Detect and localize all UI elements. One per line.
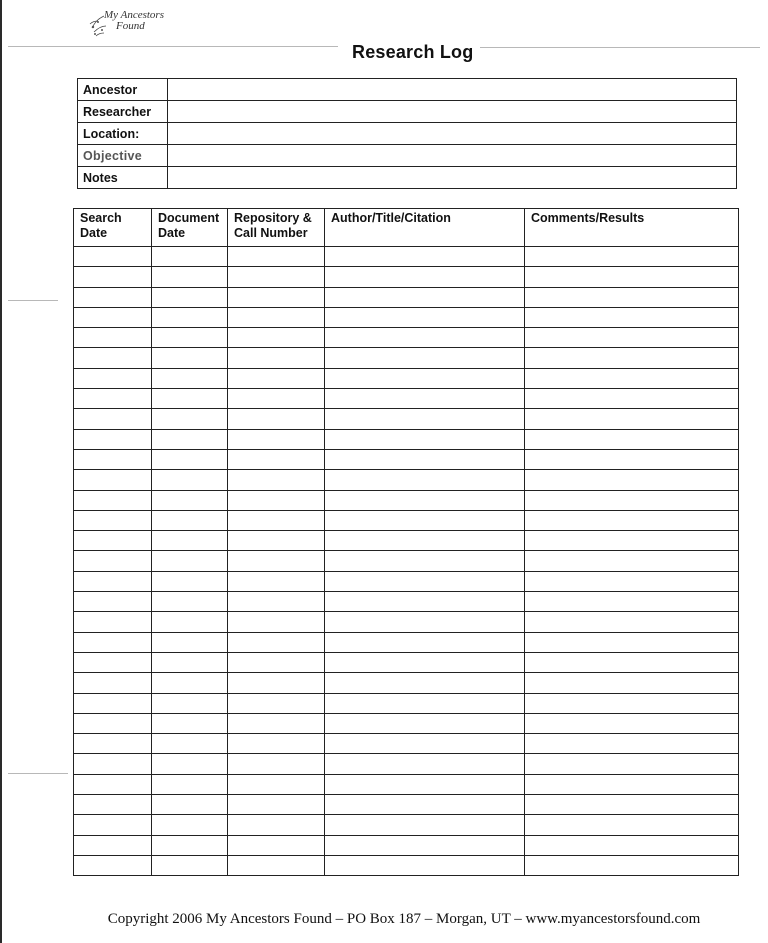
table-cell[interactable] xyxy=(325,429,525,449)
table-cell[interactable] xyxy=(152,328,228,348)
table-cell[interactable] xyxy=(228,328,325,348)
table-cell[interactable] xyxy=(74,287,152,307)
table-cell[interactable] xyxy=(525,348,739,368)
table-cell[interactable] xyxy=(152,389,228,409)
notes-field[interactable] xyxy=(168,167,737,189)
table-cell[interactable] xyxy=(74,754,152,774)
table-cell[interactable] xyxy=(152,855,228,875)
table-row xyxy=(74,673,739,693)
table-cell[interactable] xyxy=(325,754,525,774)
table-row xyxy=(74,510,739,530)
table-row xyxy=(74,713,739,733)
table-row xyxy=(74,470,739,490)
table-cell[interactable] xyxy=(228,734,325,754)
table-cell[interactable] xyxy=(325,389,525,409)
info-row-ancestor xyxy=(78,79,737,101)
table-cell[interactable] xyxy=(325,551,525,571)
table-cell[interactable] xyxy=(152,490,228,510)
table-cell[interactable] xyxy=(228,855,325,875)
table-cell[interactable] xyxy=(525,571,739,591)
table-row xyxy=(74,449,739,469)
table-cell[interactable] xyxy=(152,551,228,571)
table-cell[interactable] xyxy=(525,449,739,469)
table-cell[interactable] xyxy=(525,612,739,632)
table-row xyxy=(74,855,739,875)
table-cell[interactable] xyxy=(74,389,152,409)
table-cell[interactable] xyxy=(74,510,152,530)
location-field[interactable] xyxy=(168,123,737,145)
table-cell[interactable] xyxy=(525,835,739,855)
table-cell[interactable] xyxy=(228,551,325,571)
table-cell[interactable] xyxy=(325,287,525,307)
table-row xyxy=(74,754,739,774)
table-row xyxy=(74,247,739,267)
table-cell[interactable] xyxy=(525,307,739,327)
table-row xyxy=(74,551,739,571)
table-row xyxy=(74,267,739,287)
table-cell[interactable] xyxy=(152,449,228,469)
table-cell[interactable] xyxy=(325,307,525,327)
table-cell[interactable] xyxy=(74,490,152,510)
table-cell[interactable] xyxy=(525,592,739,612)
table-row xyxy=(74,368,739,388)
table-cell[interactable] xyxy=(525,815,739,835)
table-row xyxy=(74,571,739,591)
table-row xyxy=(74,835,739,855)
header-document-date: Document Date xyxy=(152,209,228,247)
table-cell[interactable] xyxy=(74,713,152,733)
table-row xyxy=(74,307,739,327)
table-cell[interactable] xyxy=(325,612,525,632)
table-row xyxy=(74,409,739,429)
table-cell[interactable] xyxy=(74,551,152,571)
header-repository: Repository & Call Number xyxy=(228,209,325,247)
table-cell[interactable] xyxy=(74,307,152,327)
table-cell[interactable] xyxy=(152,612,228,632)
table-cell[interactable] xyxy=(228,531,325,551)
table-cell[interactable] xyxy=(525,287,739,307)
table-cell[interactable] xyxy=(152,429,228,449)
table-cell[interactable] xyxy=(228,389,325,409)
table-cell[interactable] xyxy=(325,531,525,551)
page-title: Research Log xyxy=(352,42,474,62)
table-row xyxy=(74,734,739,754)
table-cell[interactable] xyxy=(74,531,152,551)
table-cell[interactable] xyxy=(152,267,228,287)
table-cell[interactable] xyxy=(325,673,525,693)
logo-wordmark xyxy=(104,10,164,32)
table-cell[interactable] xyxy=(325,855,525,875)
log-header-row xyxy=(74,209,739,247)
table-cell[interactable] xyxy=(152,571,228,591)
table-cell[interactable] xyxy=(152,409,228,429)
table-cell[interactable] xyxy=(325,592,525,612)
header-citation: Author/Title/Citation xyxy=(325,209,525,247)
table-cell[interactable] xyxy=(525,247,739,267)
table-cell[interactable] xyxy=(74,429,152,449)
table-row xyxy=(74,693,739,713)
table-cell[interactable] xyxy=(525,551,739,571)
table-cell[interactable] xyxy=(74,693,152,713)
table-cell[interactable] xyxy=(228,835,325,855)
table-cell[interactable] xyxy=(74,470,152,490)
table-row xyxy=(74,348,739,368)
table-cell[interactable] xyxy=(152,754,228,774)
table-cell[interactable] xyxy=(228,449,325,469)
header-comments: Comments/Results xyxy=(525,209,739,247)
table-cell[interactable] xyxy=(325,490,525,510)
table-cell[interactable] xyxy=(228,368,325,388)
table-row xyxy=(74,815,739,835)
table-cell[interactable] xyxy=(325,632,525,652)
table-row xyxy=(74,328,739,348)
scan-artifact-line xyxy=(8,773,68,774)
table-cell[interactable] xyxy=(525,754,739,774)
logo-line-1: My Ancestors xyxy=(104,9,164,21)
table-cell[interactable] xyxy=(325,267,525,287)
table-cell[interactable] xyxy=(74,328,152,348)
table-cell[interactable] xyxy=(525,429,739,449)
table-cell[interactable] xyxy=(525,470,739,490)
table-cell[interactable] xyxy=(228,673,325,693)
table-cell[interactable] xyxy=(74,734,152,754)
table-cell[interactable] xyxy=(228,652,325,672)
table-cell[interactable] xyxy=(228,247,325,267)
table-cell[interactable] xyxy=(228,429,325,449)
table-cell[interactable] xyxy=(228,815,325,835)
footer-copyright: Copyright 2006 My Ancestors Found – PO Box 187 – Morgan, UT – www.myancestorsfound.com xyxy=(107,911,701,927)
research-log-table xyxy=(73,208,739,876)
table-row xyxy=(74,429,739,449)
researcher-field[interactable] xyxy=(168,101,737,123)
table-cell[interactable] xyxy=(74,571,152,591)
table-row xyxy=(74,795,739,815)
ancestor-field[interactable] xyxy=(168,79,737,101)
table-cell[interactable] xyxy=(74,267,152,287)
log-body xyxy=(74,247,739,876)
table-cell[interactable] xyxy=(228,348,325,368)
table-cell[interactable] xyxy=(74,592,152,612)
table-cell[interactable] xyxy=(525,795,739,815)
table-cell[interactable] xyxy=(325,693,525,713)
table-cell[interactable] xyxy=(525,368,739,388)
table-cell[interactable] xyxy=(325,348,525,368)
table-cell[interactable] xyxy=(152,795,228,815)
objective-field[interactable] xyxy=(168,145,737,167)
table-cell[interactable] xyxy=(325,470,525,490)
table-cell[interactable] xyxy=(325,328,525,348)
info-label-researcher: Researcher xyxy=(78,101,168,123)
table-cell[interactable] xyxy=(74,449,152,469)
table-cell[interactable] xyxy=(228,490,325,510)
table-cell[interactable] xyxy=(525,267,739,287)
table-cell[interactable] xyxy=(228,795,325,815)
header-search-date: Search Date xyxy=(74,209,152,247)
table-cell[interactable] xyxy=(228,713,325,733)
table-cell[interactable] xyxy=(74,835,152,855)
table-cell[interactable] xyxy=(228,470,325,490)
table-row xyxy=(74,389,739,409)
table-cell[interactable] xyxy=(525,632,739,652)
table-cell[interactable] xyxy=(325,774,525,794)
table-cell[interactable] xyxy=(74,795,152,815)
info-label-notes: Notes xyxy=(78,167,168,189)
logo-line-2: Found xyxy=(116,20,145,32)
info-label-objective: Objective xyxy=(78,145,168,167)
table-cell[interactable] xyxy=(152,774,228,794)
table-cell[interactable] xyxy=(325,247,525,267)
table-cell[interactable] xyxy=(325,368,525,388)
table-cell[interactable] xyxy=(228,510,325,530)
info-row-location xyxy=(78,123,737,145)
table-cell[interactable] xyxy=(325,510,525,530)
table-cell[interactable] xyxy=(525,713,739,733)
table-cell[interactable] xyxy=(525,652,739,672)
table-cell[interactable] xyxy=(228,307,325,327)
table-cell[interactable] xyxy=(228,754,325,774)
table-cell[interactable] xyxy=(228,632,325,652)
table-cell[interactable] xyxy=(325,652,525,672)
table-cell[interactable] xyxy=(152,287,228,307)
table-cell[interactable] xyxy=(152,693,228,713)
table-row xyxy=(74,632,739,652)
table-cell[interactable] xyxy=(525,328,739,348)
table-cell[interactable] xyxy=(228,571,325,591)
scan-edge xyxy=(0,0,2,943)
table-cell[interactable] xyxy=(228,592,325,612)
table-cell[interactable] xyxy=(152,307,228,327)
info-row-notes xyxy=(78,167,737,189)
table-cell[interactable] xyxy=(228,409,325,429)
info-label-location: Location: xyxy=(78,123,168,145)
table-cell[interactable] xyxy=(152,531,228,551)
table-cell[interactable] xyxy=(228,774,325,794)
table-cell[interactable] xyxy=(228,612,325,632)
table-cell[interactable] xyxy=(74,815,152,835)
table-cell[interactable] xyxy=(74,368,152,388)
table-cell[interactable] xyxy=(74,247,152,267)
table-cell[interactable] xyxy=(74,774,152,794)
table-cell[interactable] xyxy=(325,734,525,754)
table-cell[interactable] xyxy=(525,409,739,429)
table-cell[interactable] xyxy=(325,449,525,469)
table-cell[interactable] xyxy=(325,713,525,733)
table-cell[interactable] xyxy=(525,774,739,794)
table-cell[interactable] xyxy=(325,815,525,835)
info-row-researcher xyxy=(78,101,737,123)
table-cell[interactable] xyxy=(525,510,739,530)
table-cell[interactable] xyxy=(74,673,152,693)
table-cell[interactable] xyxy=(525,734,739,754)
scan-artifact-line xyxy=(8,46,338,47)
table-row xyxy=(74,531,739,551)
table-cell[interactable] xyxy=(325,571,525,591)
table-cell[interactable] xyxy=(74,348,152,368)
scan-artifact-line xyxy=(480,47,760,48)
table-cell[interactable] xyxy=(325,409,525,429)
table-row xyxy=(74,592,739,612)
info-row-objective xyxy=(78,145,737,167)
table-cell[interactable] xyxy=(152,510,228,530)
table-cell[interactable] xyxy=(74,612,152,632)
table-cell[interactable] xyxy=(152,348,228,368)
table-cell[interactable] xyxy=(74,632,152,652)
table-row xyxy=(74,287,739,307)
table-cell[interactable] xyxy=(525,389,739,409)
table-cell[interactable] xyxy=(152,470,228,490)
table-row xyxy=(74,490,739,510)
table-row xyxy=(74,652,739,672)
info-table xyxy=(77,78,737,189)
table-cell[interactable] xyxy=(325,795,525,815)
info-label-ancestor: Ancestor xyxy=(78,79,168,101)
table-cell[interactable] xyxy=(152,734,228,754)
table-cell[interactable] xyxy=(152,632,228,652)
table-cell[interactable] xyxy=(152,835,228,855)
table-cell[interactable] xyxy=(525,693,739,713)
table-cell[interactable] xyxy=(152,713,228,733)
table-cell[interactable] xyxy=(152,247,228,267)
table-cell[interactable] xyxy=(325,835,525,855)
table-cell[interactable] xyxy=(152,815,228,835)
table-cell[interactable] xyxy=(152,368,228,388)
table-cell[interactable] xyxy=(74,409,152,429)
table-cell[interactable] xyxy=(525,531,739,551)
table-cell[interactable] xyxy=(228,693,325,713)
table-row xyxy=(74,612,739,632)
table-cell[interactable] xyxy=(525,855,739,875)
table-cell[interactable] xyxy=(74,855,152,875)
table-cell[interactable] xyxy=(74,652,152,672)
table-cell[interactable] xyxy=(152,592,228,612)
table-cell[interactable] xyxy=(152,673,228,693)
table-row xyxy=(74,774,739,794)
table-cell[interactable] xyxy=(228,287,325,307)
table-cell[interactable] xyxy=(228,267,325,287)
table-cell[interactable] xyxy=(152,652,228,672)
table-cell[interactable] xyxy=(525,490,739,510)
scan-artifact-line xyxy=(8,300,58,301)
table-cell[interactable] xyxy=(525,673,739,693)
